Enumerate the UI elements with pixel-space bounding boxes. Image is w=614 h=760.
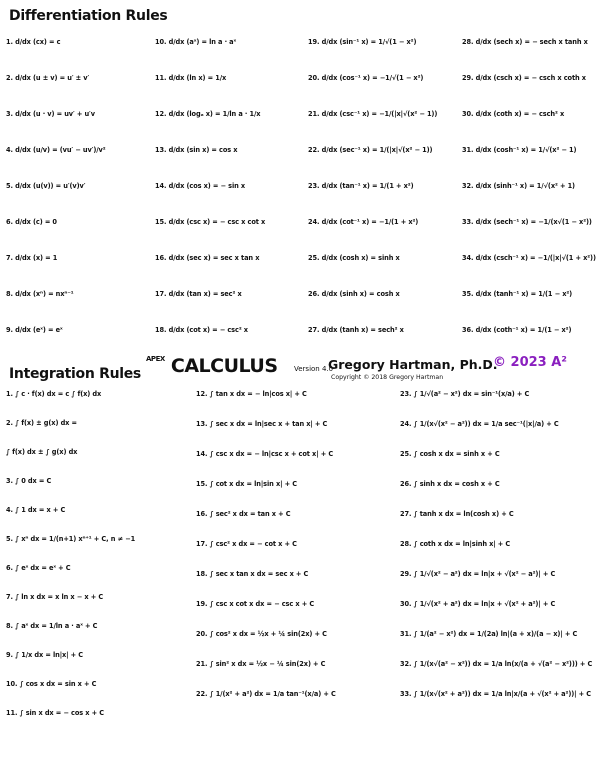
rule-item: 28. d/dx (sech x) = − sech x tanh x xyxy=(462,38,588,46)
rule-item: 10. ∫ cos x dx = sin x + C xyxy=(6,680,97,688)
apex-ap: AP xyxy=(146,355,156,363)
rule-item: 9. ∫ 1/x dx = ln|x| + C xyxy=(6,651,84,659)
apex-calculus-logo xyxy=(146,355,278,377)
rule-item: 13. ∫ sec x dx = ln|sec x + tan x| + C xyxy=(196,420,328,428)
rule-item: 29. d/dx (csch x) = − csch x coth x xyxy=(462,74,586,82)
rule-item: 18. d/dx (cot x) = − csc² x xyxy=(155,326,248,334)
rule-item: 26. ∫ sinh x dx = cosh x + C xyxy=(400,480,500,488)
rule-item: 34. d/dx (csch⁻¹ x) = −1/(|x|√(1 + x²)) xyxy=(462,254,596,262)
rule-item: 4. ∫ 1 dx = x + C xyxy=(6,506,66,514)
diff-column-1 xyxy=(6,38,146,362)
rule-item: 35. d/dx (tanh⁻¹ x) = 1/(1 − x²) xyxy=(462,290,573,298)
rule-item: 9. d/dx (eˣ) = eˣ xyxy=(6,326,63,334)
rule-item: 25. ∫ cosh x dx = sinh x + C xyxy=(400,450,500,458)
apex-ex: EX xyxy=(155,355,165,363)
rule-item: 15. d/dx (csc x) = − csc x cot x xyxy=(155,218,266,226)
rule-item: 23. d/dx (tan⁻¹ x) = 1/(1 + x²) xyxy=(308,182,414,190)
rule-item: 5. ∫ xⁿ dx = 1/(n+1) xⁿ⁺¹ + C, n ≠ −1 xyxy=(6,535,136,543)
rule-item: 16. ∫ sec² x dx = tan x + C xyxy=(196,510,291,518)
rule-item: 12. d/dx (logₐ x) = 1/ln a · 1/x xyxy=(155,110,261,118)
rule-item: 31. d/dx (cosh⁻¹ x) = 1/√(x² − 1) xyxy=(462,146,577,154)
rule-item: 33. d/dx (sech⁻¹ x) = −1/(x√(1 − x²)) xyxy=(462,218,592,226)
rule-item: 25. d/dx (cosh x) = sinh x xyxy=(308,254,400,262)
rule-item: 36. d/dx (coth⁻¹ x) = 1/(1 − x²) xyxy=(462,326,572,334)
rule-item: 8. ∫ aˣ dx = 1/ln a · aˣ + C xyxy=(6,622,98,630)
rule-item: 20. ∫ cos² x dx = ½x + ¼ sin(2x) + C xyxy=(196,630,327,638)
rule-item: 30. d/dx (coth x) = − csch² x xyxy=(462,110,565,118)
rule-item: 11. ∫ sin x dx = − cos x + C xyxy=(6,709,104,717)
rule-item: 13. d/dx (sin x) = cos x xyxy=(155,146,238,154)
rule-item: 32. ∫ 1/(x√(a² − x²)) dx = 1/a ln(x/(a + √(a² − x²))) + C xyxy=(400,660,593,668)
rule-item: 24. d/dx (cot⁻¹ x) = −1/(1 + x²) xyxy=(308,218,419,226)
rule-item: 3. ∫ 0 dx = C xyxy=(6,477,52,485)
rule-item: 3. d/dx (u · v) = uv′ + u′v xyxy=(6,110,95,118)
rule-item: 4. d/dx (u/v) = (vu′ − uv′)/v² xyxy=(6,146,106,154)
diff-column-2 xyxy=(155,38,305,362)
rule-item: 28. ∫ coth x dx = ln|sinh x| + C xyxy=(400,540,511,548)
rule-item: 27. d/dx (tanh x) = sech² x xyxy=(308,326,404,334)
copyright-text: Copyright © 2018 Gregory Hartman xyxy=(331,374,444,381)
rule-item: 15. ∫ cot x dx = ln|sin x| + C xyxy=(196,480,297,488)
rule-item: 21. d/dx (csc⁻¹ x) = −1/(|x|√(x² − 1)) xyxy=(308,110,438,118)
rule-item: 19. d/dx (sin⁻¹ x) = 1/√(1 − x²) xyxy=(308,38,417,46)
rule-item: 16. d/dx (sec x) = sec x tan x xyxy=(155,254,260,262)
integ-column-2 xyxy=(196,390,396,720)
year-mark: © 2023 A² xyxy=(493,355,567,370)
rule-item: 14. d/dx (cos x) = − sin x xyxy=(155,182,246,190)
rule-item: 6. ∫ eˣ dx = eˣ + C xyxy=(6,564,71,572)
rule-item: 10. d/dx (aˣ) = ln a · aˣ xyxy=(155,38,237,46)
rule-item: 17. ∫ csc² x dx = − cot x + C xyxy=(196,540,297,548)
rule-item: 12. ∫ tan x dx = − ln|cos x| + C xyxy=(196,390,307,398)
rule-item: 8. d/dx (xⁿ) = nxⁿ⁻¹ xyxy=(6,290,74,298)
rule-item: 14. ∫ csc x dx = − ln|csc x + cot x| + C xyxy=(196,450,334,458)
version-label: Version 4.0 xyxy=(294,365,334,373)
rule-item: 29. ∫ 1/√(x² − a²) dx = ln|x + √(x² − a²)| + C xyxy=(400,570,556,578)
rule-item: 22. ∫ 1/(x² + a²) dx = 1/a tan⁻¹(x/a) + C xyxy=(196,690,336,698)
rule-item: 24. ∫ 1/(x√(x² − a²)) dx = 1/a sec⁻¹(|x|/a) + C xyxy=(400,420,559,428)
rule-item: 17. d/dx (tan x) = sec² x xyxy=(155,290,242,298)
rule-item: 1. ∫ c · f(x) dx = c ∫ f(x) dx xyxy=(6,390,102,398)
rule-item: 7. ∫ ln x dx = x ln x − x + C xyxy=(6,593,104,601)
rule-item: 2. d/dx (u ± v) = u′ ± v′ xyxy=(6,74,90,82)
integration-rules-title: Integration Rules xyxy=(9,366,141,382)
rule-item: 31. ∫ 1/(a² − x²) dx = 1/(2a) ln|(a + x)/(a − x)| + C xyxy=(400,630,578,638)
integ-column-3 xyxy=(400,390,612,720)
rule-item: 2. ∫ f(x) ± g(x) dx = xyxy=(6,419,77,427)
rule-item: 11. d/dx (ln x) = 1/x xyxy=(155,74,227,82)
rule-item: 32. d/dx (sinh⁻¹ x) = 1/√(x² + 1) xyxy=(462,182,575,190)
rule-item: 1. d/dx (cx) = c xyxy=(6,38,61,46)
rule-item: 20. d/dx (cos⁻¹ x) = −1/√(1 − x²) xyxy=(308,74,424,82)
rule-item: 21. ∫ sin² x dx = ½x − ¼ sin(2x) + C xyxy=(196,660,326,668)
rule-item: 30. ∫ 1/√(x² + a²) dx = ln|x + √(x² + a²)| + C xyxy=(400,600,556,608)
rule-item: 5. d/dx (u(v)) = u′(v)v′ xyxy=(6,182,86,190)
rule-item: 6. d/dx (c) = 0 xyxy=(6,218,57,226)
diff-column-3 xyxy=(308,38,460,362)
author-name: Gregory Hartman, Ph.D. xyxy=(328,357,498,372)
apex-calculus-word: CALCULUS xyxy=(170,355,278,377)
rule-item: 22. d/dx (sec⁻¹ x) = 1/(|x|√(x² − 1)) xyxy=(308,146,433,154)
rule-item: 27. ∫ tanh x dx = ln(cosh x) + C xyxy=(400,510,514,518)
rule-item: 33. ∫ 1/(x√(x² + a²)) dx = 1/a ln|x/(a + √(x² + a²))| + C xyxy=(400,690,592,698)
rule-item: 18. ∫ sec x tan x dx = sec x + C xyxy=(196,570,309,578)
rule-item: 19. ∫ csc x cot x dx = − csc x + C xyxy=(196,600,315,608)
rule-item: ∫ f(x) dx ± ∫ g(x) dx xyxy=(6,448,78,456)
differentiation-rules-title: Differentiation Rules xyxy=(9,8,168,24)
rule-item: 7. d/dx (x) = 1 xyxy=(6,254,58,262)
integ-column-1 xyxy=(6,390,192,738)
rule-item: 23. ∫ 1/√(a² − x²) dx = sin⁻¹(x/a) + C xyxy=(400,390,530,398)
rule-item: 26. d/dx (sinh x) = cosh x xyxy=(308,290,400,298)
diff-column-4 xyxy=(462,38,612,362)
